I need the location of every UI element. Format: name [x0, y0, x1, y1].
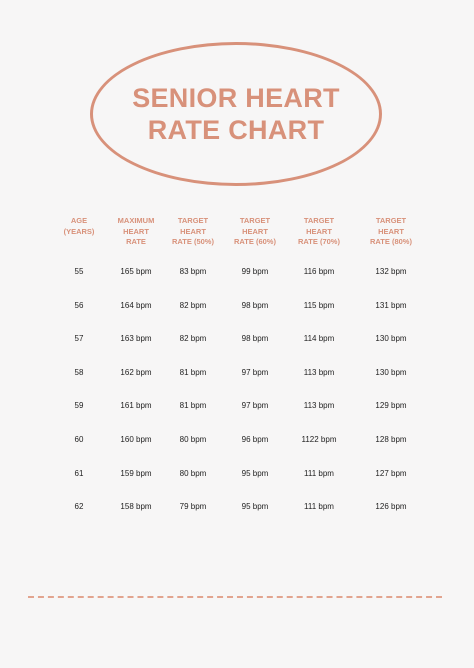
cell-target-60: 99 bpm [241, 267, 269, 276]
cell-target-60: 98 bpm [241, 300, 269, 310]
cell-age: 55 [74, 267, 84, 276]
table-row [48, 301, 430, 335]
title-frame [90, 42, 382, 186]
page-title-line-1: SENIOR HEART [132, 83, 340, 113]
cell-max-rate: 165 bpm [120, 267, 152, 276]
header-maximum-heart-rate [110, 216, 162, 252]
header-text: RATE [126, 237, 146, 246]
cell-target-70: 111 bpm [304, 502, 334, 512]
cell-target-60: 96 bpm [241, 434, 269, 444]
cell-target-70: 113 bpm [303, 401, 335, 411]
header-text: TARGET [239, 216, 271, 225]
cell-target-60: 95 bpm [241, 502, 269, 512]
header-text: HEART [180, 226, 206, 236]
cell-target-70: 111 bpm [304, 468, 334, 478]
header-text: (YEARS) [63, 226, 95, 236]
header-text: RATE (60%) [234, 237, 276, 246]
cell-age: 59 [74, 401, 84, 411]
cell-max-rate: 162 bpm [120, 367, 152, 377]
cell-max-rate: 159 bpm [120, 468, 152, 478]
cell-max-rate: 158 bpm [120, 502, 152, 512]
cell-max-rate: 163 bpm [120, 334, 152, 344]
cell-target-80: 130 bpm [375, 367, 407, 377]
cell-target-50: 82 bpm [179, 300, 207, 310]
cell-target-60: 95 bpm [241, 468, 269, 478]
cell-age: 61 [74, 468, 84, 478]
cell-target-50: 81 bpm [179, 401, 207, 411]
cell-target-70: 116 bpm [303, 267, 335, 276]
cell-target-50: 80 bpm [179, 468, 207, 478]
table-row [48, 469, 430, 503]
cell-age: 60 [74, 434, 84, 444]
header-text: AGE [70, 216, 88, 225]
cell-age: 57 [74, 334, 84, 344]
header-age [48, 216, 110, 252]
table-row [48, 435, 430, 469]
cell-target-80: 127 bpm [375, 468, 407, 478]
header-text: TARGET [375, 216, 407, 225]
cell-target-80: 128 bpm [375, 434, 407, 444]
table-header-row [48, 216, 430, 252]
cell-age: 62 [74, 502, 84, 512]
dashed-divider [28, 596, 442, 598]
header-target-70 [286, 216, 352, 252]
cell-target-80: 131 bpm [375, 300, 407, 310]
table-row [48, 267, 430, 301]
cell-target-80: 126 bpm [375, 502, 407, 512]
header-target-50 [162, 216, 224, 252]
header-text: HEART [123, 226, 149, 236]
header-text: HEART [378, 226, 404, 236]
header-text: RATE (70%) [298, 237, 340, 246]
table-row [48, 401, 430, 435]
header-target-80 [352, 216, 430, 252]
cell-max-rate: 161 bpm [120, 401, 152, 411]
header-text: RATE (80%) [370, 237, 412, 246]
header-text: TARGET [303, 216, 335, 225]
header-text: HEART [242, 226, 268, 236]
cell-age: 58 [74, 367, 84, 377]
cell-target-70: 114 bpm [303, 334, 335, 344]
table-row [48, 334, 430, 368]
cell-age: 56 [74, 300, 84, 310]
heart-rate-table [48, 216, 430, 536]
table-row [48, 502, 430, 536]
table-row [48, 368, 430, 402]
cell-target-50: 79 bpm [179, 502, 207, 512]
cell-target-60: 98 bpm [241, 334, 269, 344]
cell-target-70: 115 bpm [303, 300, 335, 310]
table-body [48, 267, 430, 536]
header-text: MAXIMUM [117, 216, 155, 225]
cell-max-rate: 164 bpm [120, 300, 152, 310]
cell-target-70: 113 bpm [303, 367, 335, 377]
header-target-60 [224, 216, 286, 252]
cell-target-80: 132 bpm [375, 267, 407, 276]
cell-target-60: 97 bpm [241, 401, 269, 411]
page-title-line-2: RATE CHART [147, 115, 325, 145]
cell-target-60: 97 bpm [241, 367, 269, 377]
header-text: RATE (50%) [172, 237, 214, 246]
cell-target-50: 80 bpm [179, 434, 207, 444]
header-text: TARGET [177, 216, 209, 225]
cell-target-50: 83 bpm [179, 267, 207, 276]
cell-target-70: 1122 bpm [301, 434, 337, 444]
cell-target-80: 130 bpm [375, 334, 407, 344]
cell-target-80: 129 bpm [375, 401, 407, 411]
header-text: HEART [306, 226, 332, 236]
cell-target-50: 81 bpm [179, 367, 207, 377]
cell-max-rate: 160 bpm [120, 434, 152, 444]
cell-target-50: 82 bpm [179, 334, 207, 344]
